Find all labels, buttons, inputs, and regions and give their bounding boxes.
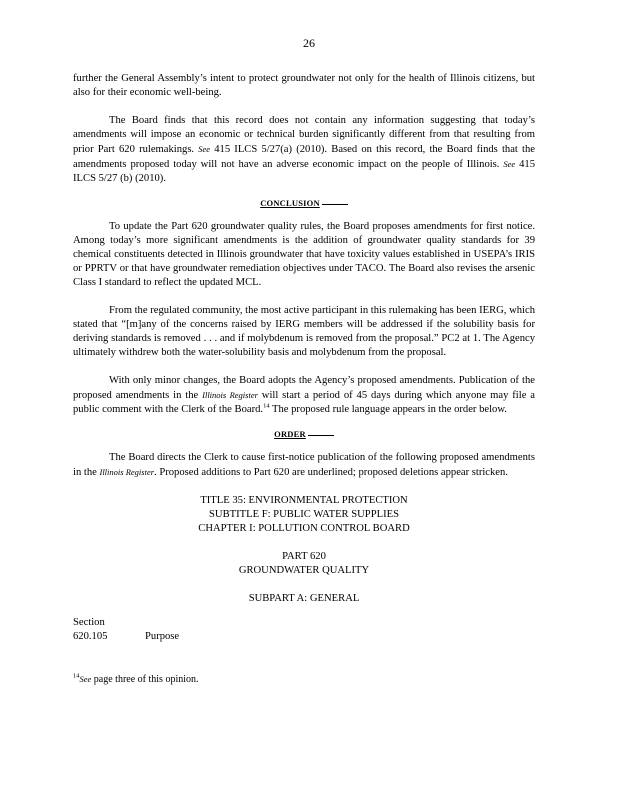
rule-subtitle: SUBTITLE F: PUBLIC WATER SUPPLIES <box>209 509 399 520</box>
footnote-marker: 14 <box>73 672 80 680</box>
paragraph-economic-impact: The Board finds that this record does not contain any information suggesting that today’s amendments will impose an economic or technical burden significantly different from that resulting from prior Part 620 rulemakings. See 415 ILCS 5/27(a) (2010). Based on this record, the Board finds that the amendments proposed today will not have an adverse economic impact on the people of Illinois. See 415 ILCS 5/27 (b) (2010). <box>73 115 535 184</box>
paragraph-order-directive: The Board directs the Clerk to cause first-notice publication of the following proposed amendments in the Illinois Register. Proposed additions to Part 620 are underlined; proposed deletions appear stricken. <box>73 452 535 478</box>
order-heading: ORDER <box>73 427 535 441</box>
paragraph-regulated-community: From the regulated community, the most active participant in this rulemaking has been IERG, which stated that “[m]any of the concerns raised by IERG members will be addressed if the solubility basis for deriving standards is removed . . . and if molybdenum is removed from the proposal.” PC2 at 1. The Agency ultimately withdrew both the water-solubility basis and molybdenum from the proposal. <box>73 305 535 358</box>
footnote: $^{14}$See page three of this opinion. <box>73 672 199 685</box>
illinois-register-ref: Illinois Register <box>202 390 258 400</box>
document-body <box>73 72 535 687</box>
section-label: Section <box>73 617 105 628</box>
rule-part-name: GROUNDWATER QUALITY <box>238 565 370 576</box>
section-number: 620.105 <box>73 631 108 642</box>
paragraph-publication: With only minor changes, the Board adopts the Agency’s proposed amendments. Publication of the proposed amendments in the Illinois Register will start a period of 45 days during which anyone may file a public comment with the Clerk of the Board.$^{14}$ The proposed rule language appears in the order below. <box>73 375 535 415</box>
section-entry <box>73 630 535 644</box>
rule-subpart: SUBPART A: GENERAL <box>248 593 360 604</box>
see-citation-2: See <box>503 159 516 169</box>
paragraph-update-part-620: To update the Part 620 groundwater quality rules, the Board proposes amendments for first notice. Among today’s more significant amendments is the addition of groundwater quality standards for 39 chemical constituents detected in Illinois groundwater that have toxicity values established in USEPA’s IRIS or PPRTV or that have groundwater remediation objectives under TACO. The Board also revises the arsenic Class I standard to reflect the updated MCL. <box>73 221 535 288</box>
paragraph-health-illinois: further the General Assembly’s intent to protect groundwater not only for the health of Illinois citizens, but also for their economic well-being. <box>73 73 535 98</box>
section-title: Purpose <box>145 631 180 642</box>
see-citation-1: See <box>198 144 211 154</box>
rule-chapter: CHAPTER I: POLLUTION CONTROL BOARD <box>198 523 410 534</box>
illinois-register-ref-2: Illinois Register <box>99 467 155 477</box>
rule-title: TITLE 35: ENVIRONMENTAL PROTECTION <box>200 495 408 506</box>
footnote-see: See <box>79 674 92 684</box>
page-number: 26 <box>303 36 315 50</box>
conclusion-heading: CONCLUSION <box>73 196 535 210</box>
footnote-ref: 14 <box>263 402 270 410</box>
rule-part: PART 620 <box>282 551 326 562</box>
